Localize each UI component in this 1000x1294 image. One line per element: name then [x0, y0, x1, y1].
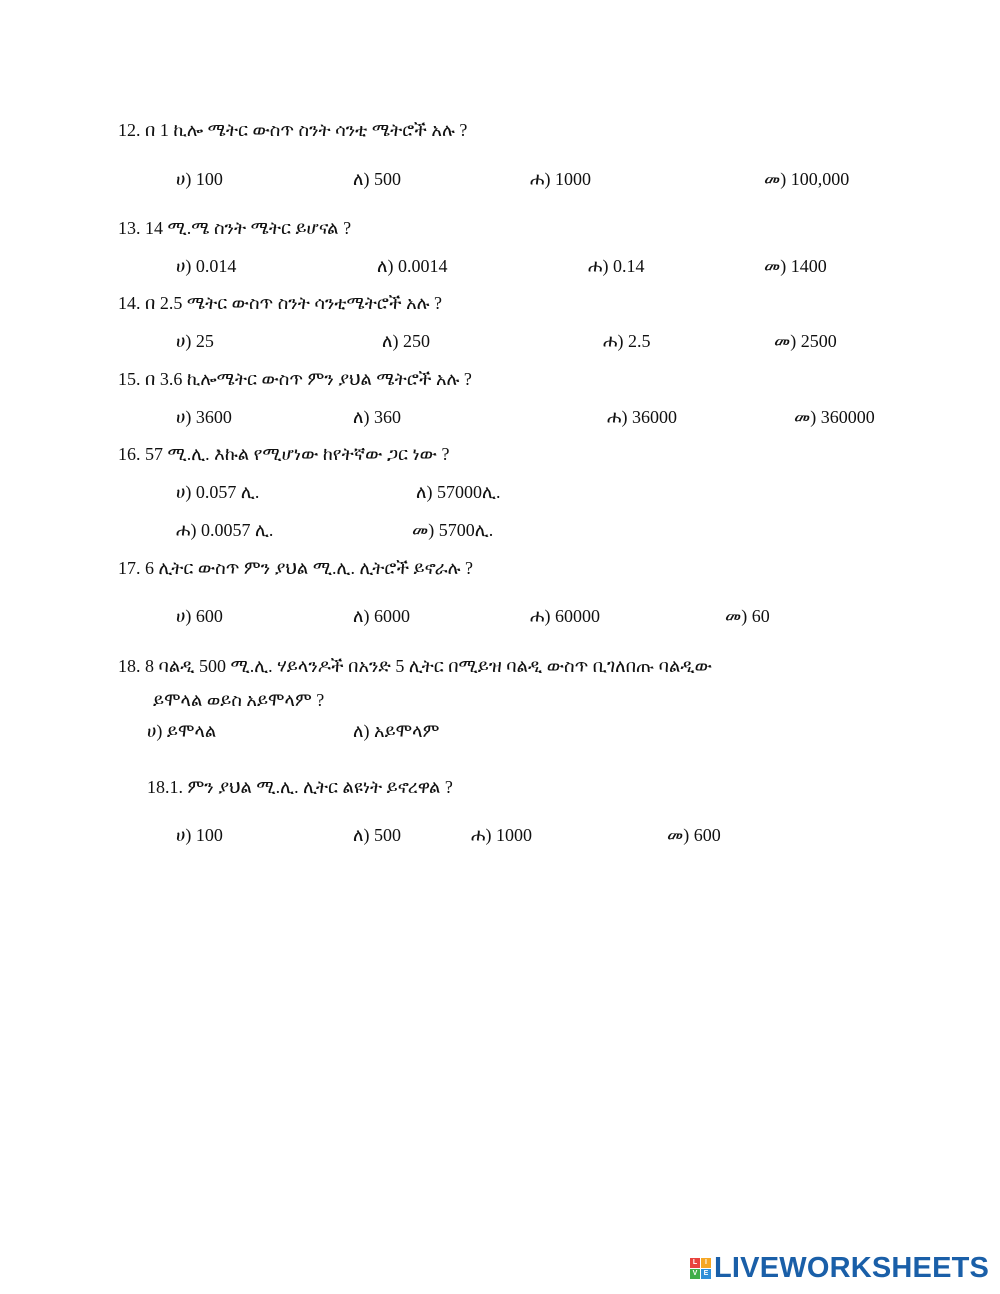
q18-option-b[interactable]: ለ) አይሞላም	[353, 721, 440, 741]
logo-tile-e: E	[701, 1269, 711, 1279]
question-15: 15. በ 3.6 ኪሎሜትር ውስጥ ምን ያህል ሜትሮች አሉ ?	[118, 369, 472, 389]
q15-option-d[interactable]: መ) 360000	[794, 407, 875, 427]
q13-option-c[interactable]: ሐ) 0.14	[588, 256, 645, 276]
q18-1-option-c[interactable]: ሐ) 1000	[471, 825, 532, 845]
logo-tile-v: V	[690, 1269, 700, 1279]
q13-option-b[interactable]: ለ) 0.0014	[377, 256, 448, 276]
q16-option-d[interactable]: መ) 5700ሊ.	[412, 520, 494, 540]
question-18: 18. 8 ባልዲ 500 ሚ.ሊ. ሃይላንዶች በአንድ 5 ሊትር በሚይዝ ባልዲ ውስጥ ቢገለበጡ ባልዲው	[118, 656, 712, 676]
q12-option-d[interactable]: መ) 100,000	[764, 169, 850, 189]
q18-1-option-d[interactable]: መ) 600	[667, 825, 721, 845]
q18-1-option-b[interactable]: ለ) 500	[353, 825, 402, 845]
q16-option-b[interactable]: ለ) 57000ሊ.	[416, 482, 501, 502]
question-18-1: 18.1. ምን ያህል ሚ.ሊ. ሊትር ልዩነት ይኖረዋል ?	[147, 777, 453, 797]
q17-option-d[interactable]: መ) 60	[725, 606, 770, 626]
q13-option-d[interactable]: መ) 1400	[764, 256, 827, 276]
q17-option-a[interactable]: ሀ) 600	[176, 606, 223, 626]
question-18-continued: ይሞላል ወይስ አይሞላም ?	[153, 690, 325, 710]
logo-tile-l: L	[690, 1258, 700, 1268]
q12-option-b[interactable]: ለ) 500	[353, 169, 402, 189]
q18-1-option-a[interactable]: ሀ) 100	[176, 825, 223, 845]
question-16: 16. 57 ሚ.ሊ. እኩል የሚሆነው ከየትኛው ጋር ነው ?	[118, 444, 450, 464]
q14-option-b[interactable]: ለ) 250	[382, 331, 431, 351]
q16-option-c[interactable]: ሐ) 0.0057 ሊ.	[176, 520, 274, 540]
q13-option-a[interactable]: ሀ) 0.014	[176, 256, 237, 276]
q14-option-d[interactable]: መ) 2500	[774, 331, 837, 351]
q14-option-a[interactable]: ሀ) 25	[176, 331, 214, 351]
q12-option-a[interactable]: ሀ) 100	[176, 169, 223, 189]
question-14: 14. በ 2.5 ሜትር ውስጥ ስንት ሳንቲሜትሮች አሉ ?	[118, 293, 442, 313]
logo-tile-i: I	[701, 1258, 711, 1268]
q17-option-b[interactable]: ለ) 6000	[353, 606, 411, 626]
q18-option-a[interactable]: ሀ) ይሞላል	[147, 721, 217, 741]
q14-option-c[interactable]: ሐ) 2.5	[603, 331, 651, 351]
q12-option-c[interactable]: ሐ) 1000	[530, 169, 591, 189]
q15-option-c[interactable]: ሐ) 36000	[607, 407, 677, 427]
question-17: 17. 6 ሊትር ውስጥ ምን ያህል ሚ.ሊ. ሊትሮች ይኖራሉ ?	[118, 558, 473, 578]
q15-option-a[interactable]: ሀ) 3600	[176, 407, 232, 427]
q16-option-a[interactable]: ሀ) 0.057 ሊ.	[176, 482, 260, 502]
logo-mark-icon	[690, 1258, 711, 1279]
q17-option-c[interactable]: ሐ) 60000	[530, 606, 600, 626]
question-13: 13. 14 ሚ.ሜ ስንት ሜትር ይሆናል ?	[118, 218, 352, 238]
logo-text: LIVEWORKSHEETS	[714, 1251, 990, 1284]
q15-option-b[interactable]: ለ) 360	[353, 407, 402, 427]
liveworksheets-logo	[690, 1253, 989, 1283]
question-12: 12. በ 1 ኪሎ ሜትር ውስጥ ስንት ሳንቲ ሜትሮች አሉ ?	[118, 120, 468, 140]
